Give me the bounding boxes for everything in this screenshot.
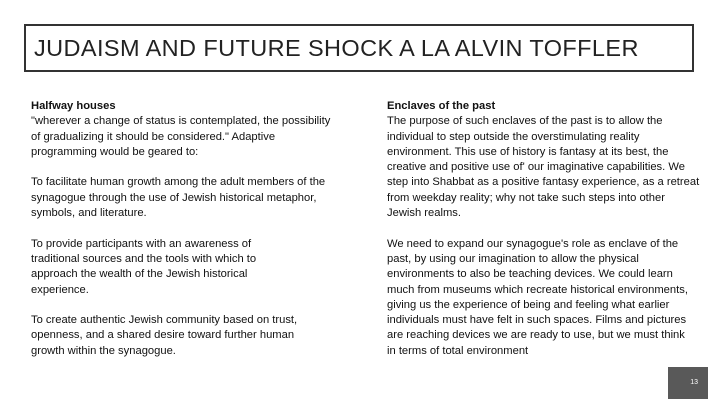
title-box — [24, 24, 694, 72]
text-line: experience. — [31, 283, 89, 296]
text-line: environment. This use of history is fantasy at its best, the — [387, 145, 669, 158]
text-line: from weekday reality; why not take such steps into other — [387, 191, 665, 204]
text-line: individual to step outside the overstimulating reality — [387, 130, 640, 143]
text-line: individuals must have felt in such spaces. Films and pictures — [387, 314, 687, 327]
text-line: of gradualizing it should be considered." Adaptive — [31, 130, 276, 143]
text-line: To facilitate human growth among the adult members of the — [31, 176, 326, 189]
synagogue-role-paragraph — [387, 237, 705, 359]
text-line: "wherever a change of status is contemplated, the possibility — [31, 115, 331, 128]
text-line: programming would be geared to: — [31, 145, 199, 158]
slide-title: JUDAISM AND FUTURE SHOCK A LA ALVIN TOFFLER — [34, 35, 639, 61]
text-line: creative and positive use of' our imaginative capabilities. We — [387, 161, 685, 174]
halfway-houses-heading: Halfway houses — [31, 100, 116, 112]
text-line: much from museums which recreate historical environments, — [387, 283, 688, 296]
text-line: giving us the experience of being and feeling what earlier — [387, 298, 670, 311]
text-line: traditional sources and the tools with which to — [31, 252, 257, 265]
enclaves-heading: Enclaves of the past — [387, 100, 496, 112]
text-line: environments to also be teaching devices. We could learn — [387, 268, 673, 281]
text-line: To provide participants with an awareness of — [31, 237, 252, 250]
page-number: 13 — [690, 379, 698, 386]
text-line: symbols, and literature. — [31, 207, 147, 220]
text-line: growth within the synagogue. — [31, 344, 176, 357]
text-line: synagogue through the use of Jewish historical metaphor, — [31, 191, 317, 204]
halfway-houses-paragraph — [31, 99, 331, 160]
text-line: in terms of total environment — [387, 344, 529, 357]
text-line: past, by using our imagination to allow the physical — [387, 252, 639, 265]
left-column — [31, 99, 331, 359]
authentic-community-paragraph — [31, 313, 331, 359]
text-line: step into Shabbat as a positive fantasy experience, as a retreat — [387, 176, 700, 189]
text-line: The purpose of such enclaves of the past is to allow the — [387, 115, 663, 128]
text-line: Jewish realms. — [387, 207, 461, 220]
text-line: openness, and a shared desire toward further human — [31, 329, 295, 342]
traditional-sources-paragraph — [31, 237, 331, 298]
right-column — [387, 99, 705, 359]
text-line: are reaching devices we are ready to use, but we must think — [387, 329, 685, 342]
text-line: approach the wealth of the Jewish historical — [31, 268, 248, 281]
page-number-box — [668, 367, 708, 399]
text-line: To create authentic Jewish community based on trust, — [31, 314, 298, 327]
enclaves-paragraph — [387, 99, 705, 221]
human-growth-paragraph — [31, 175, 331, 221]
text-line: We need to expand our synagogue's role as enclave of the — [387, 237, 679, 250]
